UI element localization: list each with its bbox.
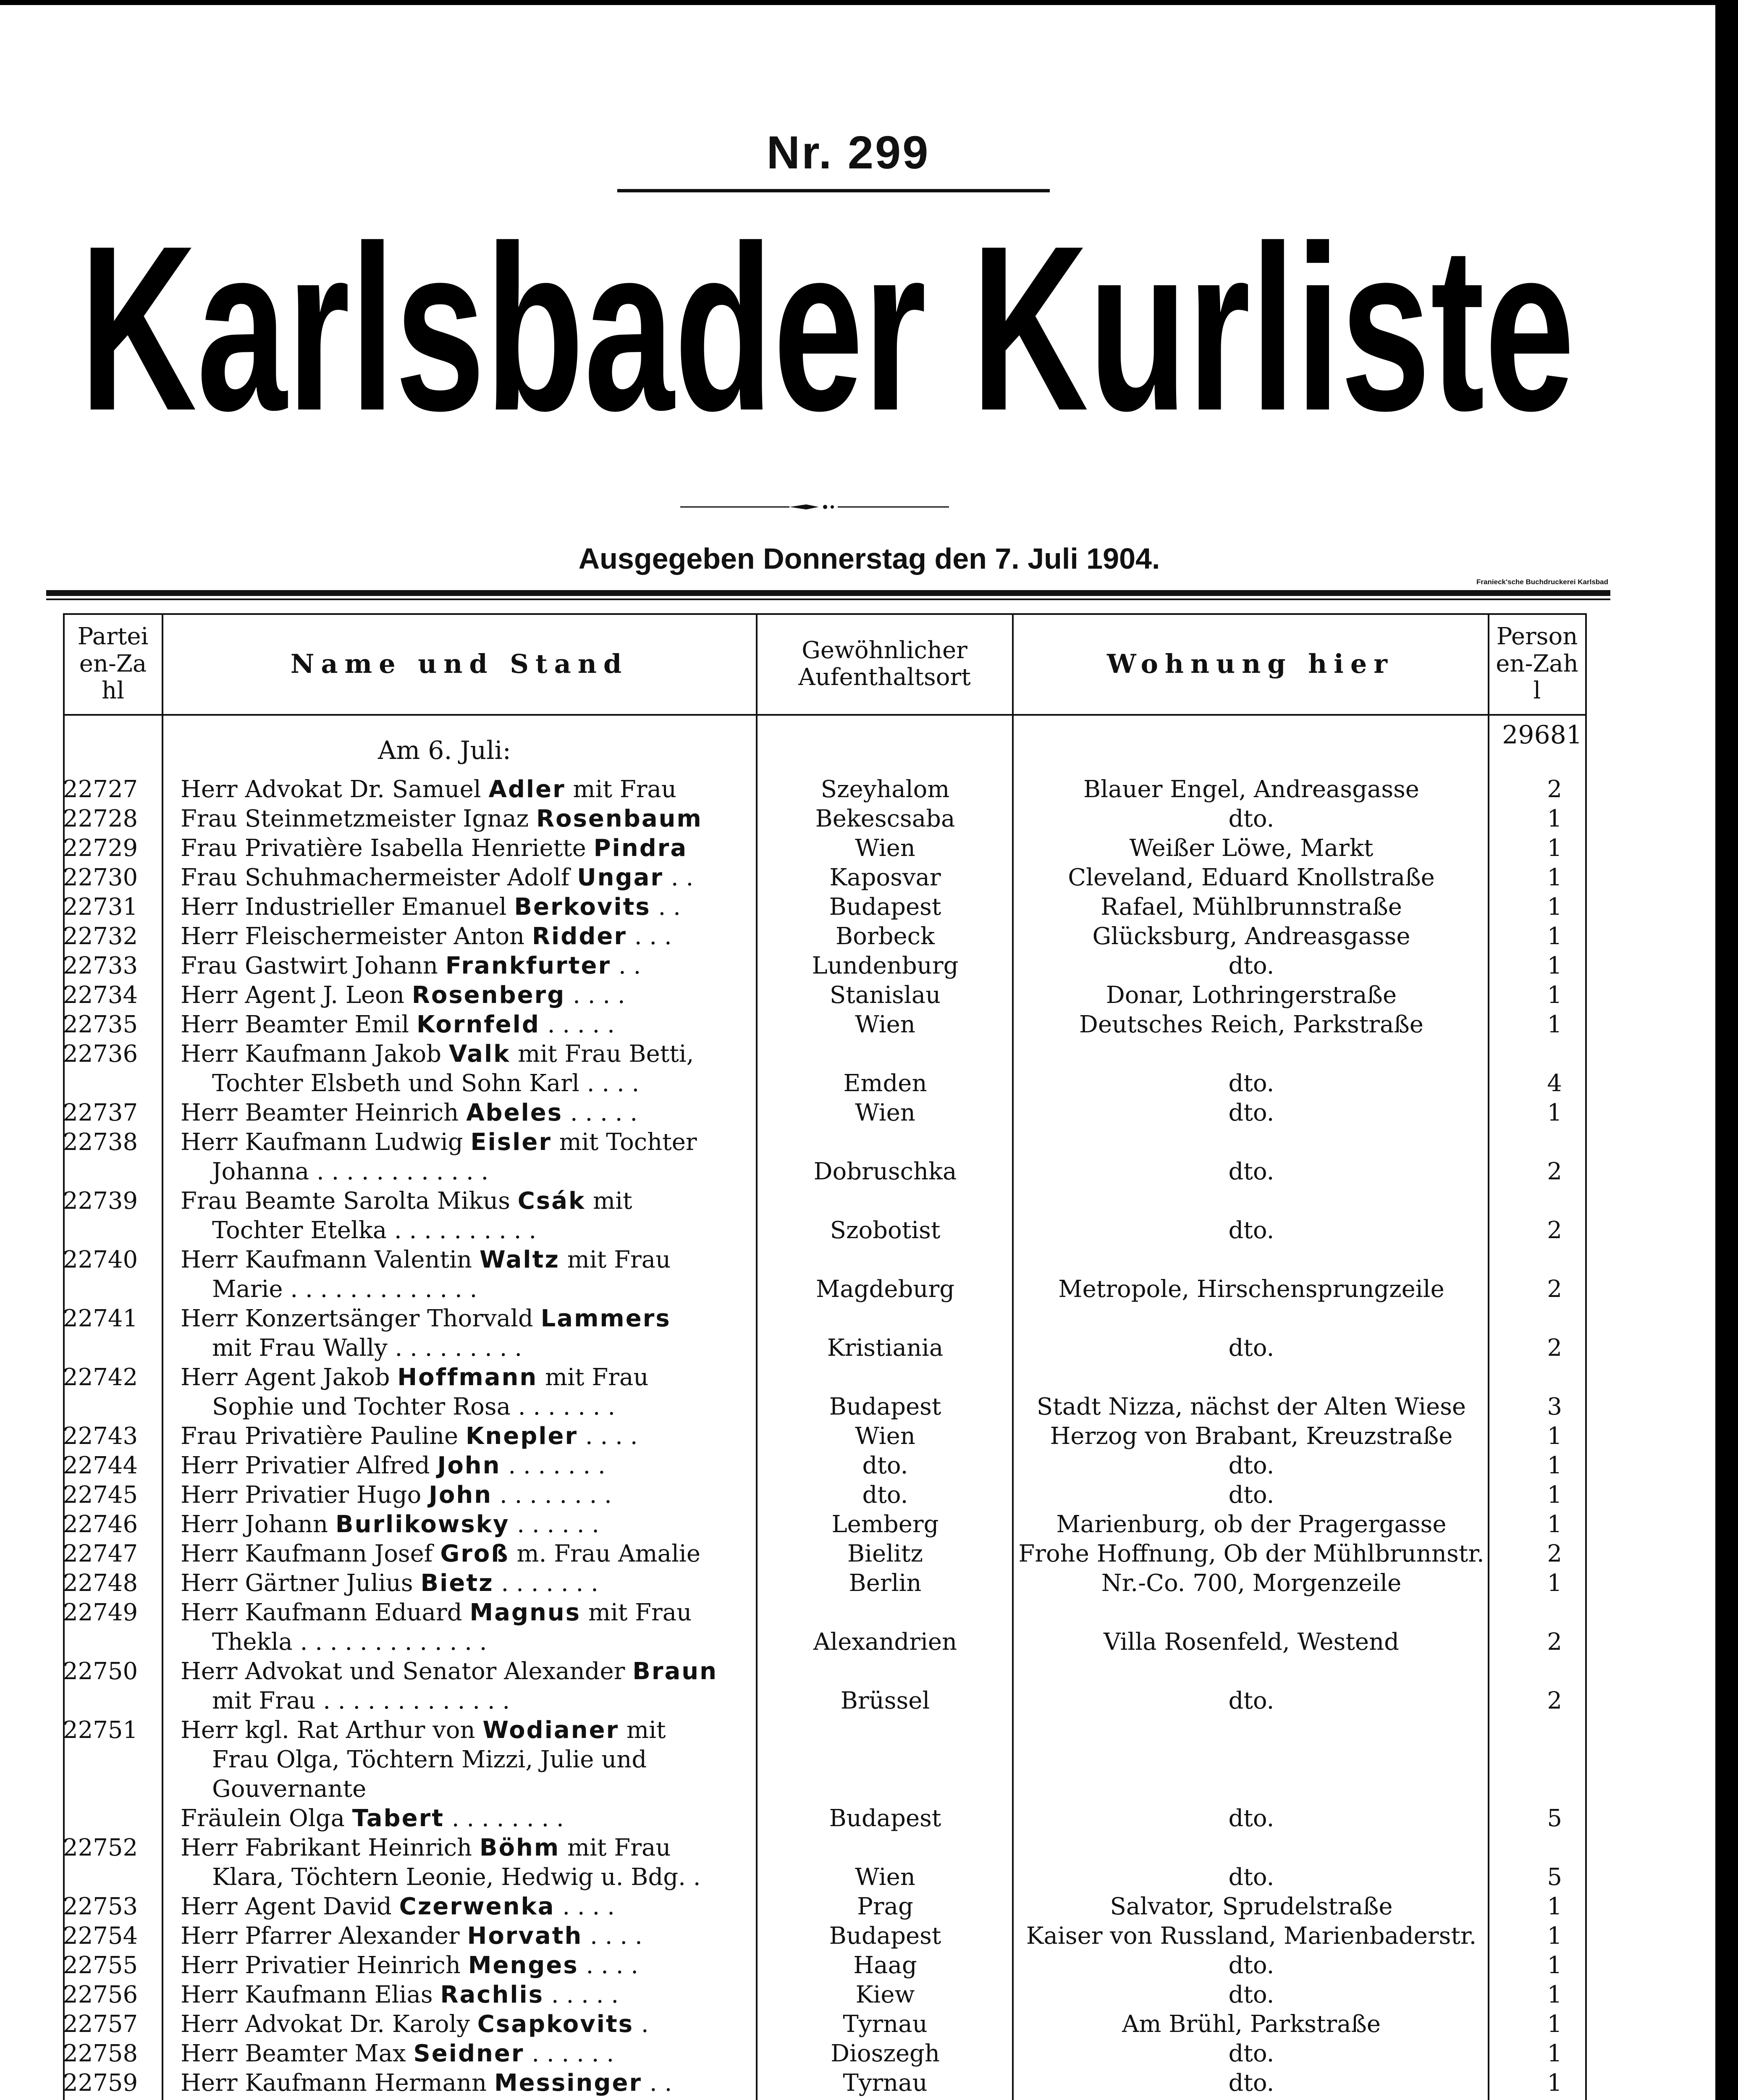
entry-number: 22752 xyxy=(63,1834,138,1861)
entry-surname: Rachlis xyxy=(440,1981,544,2008)
entry-lodging: Rafael, Mühlbrunnstraße xyxy=(1101,893,1402,921)
entry-person-count: 1 xyxy=(1547,923,1562,950)
entry-name-suffix: . . xyxy=(658,893,681,921)
entry-title: Frau Privatière Pauline xyxy=(181,1423,459,1450)
entry-name xyxy=(181,1304,743,1334)
entry-title: Herr Beamter Max xyxy=(181,2040,406,2067)
entry-name-suffix: . . xyxy=(649,2069,672,2097)
entry-person-count: 1 xyxy=(1547,835,1562,862)
entry-person-count: 5 xyxy=(1547,1805,1562,1832)
entry-person-count: 1 xyxy=(1547,952,1562,979)
entry-residence: Emden xyxy=(843,1070,927,1097)
entry-lodging: Weißer Löwe, Markt xyxy=(1129,835,1374,862)
entry-name-suffix: . . . . xyxy=(586,1952,639,1979)
entry-name-continuation: Frau Olga, Töchtern Mizzi, Julie und xyxy=(212,1746,647,1773)
entry-person-count: 3 xyxy=(1547,1393,1562,1420)
entry-title: Herr Kaufmann Jakob xyxy=(181,1040,442,1068)
entry-surname: Wodianer xyxy=(482,1717,619,1744)
header-party-count: Parteien-Zahl xyxy=(77,623,149,705)
entry-title: Herr Kaufmann Elias xyxy=(181,1981,433,2008)
entry-number: 22758 xyxy=(63,2040,138,2067)
entry-residence: Budapest xyxy=(829,893,941,921)
entry-title: Herr Kaufmann Ludwig xyxy=(181,1129,463,1156)
entry-title: Herr Kaufmann Valentin xyxy=(181,1246,472,1273)
entry-name-suffix: . . . . xyxy=(585,1423,638,1450)
entry-name-suffix: . . . . xyxy=(590,1922,642,1950)
entry-surname: Ungar xyxy=(577,864,664,891)
entry-number: 22746 xyxy=(63,1511,138,1538)
entry-surname: Berkovits xyxy=(514,893,651,921)
entry-name xyxy=(181,1186,743,1216)
entry-title: Herr Agent Jakob xyxy=(181,1364,390,1391)
entry-number: 22739 xyxy=(63,1187,138,1215)
entry-name xyxy=(181,1480,743,1510)
entry-lodging: Herzog von Brabant, Kreuzstraße xyxy=(1050,1423,1453,1450)
entry-number: 22740 xyxy=(63,1246,138,1273)
entry-residence: Tyrnau xyxy=(843,2069,928,2097)
entry-lodging: dto. xyxy=(1228,1864,1274,1891)
entry-lodging: Blauer Engel, Andreasgasse xyxy=(1083,776,1419,803)
entry-lodging: Deutsches Reich, Parkstraße xyxy=(1079,1011,1423,1038)
entry-name-suffix: mit Frau xyxy=(573,776,676,803)
entry-surname: Rosenberg xyxy=(412,982,566,1009)
col-border-address xyxy=(1488,613,1489,2100)
entry-name xyxy=(181,775,743,804)
entry-title: Herr Advokat Dr. Samuel xyxy=(181,776,481,803)
entry-number: 22734 xyxy=(63,982,138,1009)
entry-number: 22728 xyxy=(63,805,138,832)
entry-lodging: dto. xyxy=(1228,1981,1274,2008)
entry-name-suffix: . . . . . . . xyxy=(508,1452,606,1479)
entry-lodging: dto. xyxy=(1228,2069,1274,2097)
entry-number: 22727 xyxy=(63,776,138,803)
entry-name xyxy=(181,1098,743,1128)
entry-name xyxy=(181,1716,743,1745)
entry-residence: Wien xyxy=(855,835,915,862)
entry-name-continuation: Tochter Elsbeth und Sohn Karl . . . . xyxy=(212,1070,640,1097)
entry-surname: Hoffmann xyxy=(397,1364,538,1391)
entry-person-count: 1 xyxy=(1547,1570,1562,1597)
header-name-and-status: Name und Stand xyxy=(290,648,629,680)
entry-surname: Bietz xyxy=(420,1570,494,1597)
entry-name xyxy=(181,1539,743,1569)
entry-lodging: Salvator, Sprudelstraße xyxy=(1110,1893,1393,1920)
scan-edge-right xyxy=(1715,0,1738,2100)
entry-surname: Kornfeld xyxy=(416,1011,540,1038)
entry-name xyxy=(181,1510,743,1539)
entry-name-suffix: mit Frau Betti, xyxy=(518,1040,694,1068)
entry-residence: Lundenburg xyxy=(812,952,959,979)
entry-lodging: dto. xyxy=(1228,1334,1274,1362)
entry-lodging: Glücksburg, Andreasgasse xyxy=(1092,923,1410,950)
entry-title: Herr Privatier Hugo xyxy=(181,1481,422,1509)
entry-name xyxy=(181,1451,743,1480)
entry-number: 22741 xyxy=(63,1305,138,1332)
entry-person-count: 1 xyxy=(1547,2040,1562,2067)
entry-residence: Budapest xyxy=(829,1805,941,1832)
col-border-right xyxy=(1585,613,1587,2100)
entry-name-continuation: mit Frau Wally . . . . . . . . . xyxy=(212,1334,522,1362)
entry-person-count: 1 xyxy=(1547,2011,1562,2038)
entry-title: Herr Pfarrer Alexander xyxy=(181,1922,460,1950)
entry-number: 22737 xyxy=(63,1099,138,1126)
entry-title: Frau Privatière Isabella Henriette xyxy=(181,835,586,862)
entry-number: 22729 xyxy=(63,835,138,862)
entry-name-suffix: . . . . . xyxy=(570,1099,638,1126)
entry-surname: Tabert xyxy=(352,1805,445,1832)
entry-surname: Adler xyxy=(488,776,566,803)
entry-person-count: 1 xyxy=(1547,1099,1562,1126)
entry-title: Frau Beamte Sarolta Mikus xyxy=(181,1187,510,1215)
entry-name xyxy=(181,981,743,1010)
printer-imprint: Franieck'sche Buchdruckerei Karlsbad xyxy=(1476,578,1608,586)
entry-name xyxy=(181,2039,743,2068)
entry-title: Herr Beamter Emil xyxy=(181,1011,409,1038)
entry-residence: Szeyhalom xyxy=(821,776,950,803)
entry-name-suffix: mit Tochter xyxy=(559,1129,697,1156)
entry-name-suffix: . . . . . . . . xyxy=(499,1481,612,1509)
col-border-place xyxy=(1012,613,1014,2100)
entry-residence: Borbeck xyxy=(836,923,935,950)
entry-number: 22749 xyxy=(63,1599,138,1626)
entry-number: 22745 xyxy=(63,1481,138,1509)
entry-name xyxy=(181,2068,743,2098)
entry-lodging: dto. xyxy=(1228,1158,1274,1185)
entry-surname: Horvath xyxy=(467,1922,583,1950)
entry-person-count: 1 xyxy=(1547,1011,1562,1038)
entry-lodging: Donar, Lothringerstraße xyxy=(1106,982,1397,1009)
entry-surname: Groß xyxy=(440,1540,509,1567)
entry-number: 22757 xyxy=(63,2011,138,2038)
entry-surname: Pindra xyxy=(593,835,688,862)
entry-name-suffix: . . . . . . . xyxy=(501,1570,598,1597)
entry-name xyxy=(181,1363,743,1392)
entry-title: Fräulein Olga xyxy=(181,1805,345,1832)
entry-name-suffix: m. Frau Amalie xyxy=(516,1540,700,1567)
entry-person-count: 2 xyxy=(1547,1217,1562,1244)
entry-name-suffix: . . . xyxy=(634,923,672,950)
col-border-name xyxy=(756,613,758,2100)
entry-residence: Wien xyxy=(855,1099,915,1126)
entry-lodging: dto. xyxy=(1228,2040,1274,2067)
entry-number: 22759 xyxy=(63,2069,138,2097)
entry-person-count: 1 xyxy=(1547,1511,1562,1538)
entry-person-count: 2 xyxy=(1547,1276,1562,1303)
entry-residence: Berlin xyxy=(849,1570,922,1597)
entry-lodging: dto. xyxy=(1228,1099,1274,1126)
entry-name-continuation: Klara, Töchtern Leonie, Hedwig u. Bdg. . xyxy=(212,1864,701,1891)
entry-number: 22743 xyxy=(63,1423,138,1450)
issue-number-rule xyxy=(617,189,1050,192)
entry-person-count: 1 xyxy=(1547,1922,1562,1950)
entry-residence: Wien xyxy=(855,1864,915,1891)
header-lodging-here: Wohnung hier xyxy=(1107,648,1394,680)
entry-lodging: Villa Rosenfeld, Westend xyxy=(1104,1628,1399,1656)
entry-surname: Menges xyxy=(468,1952,579,1979)
entry-residence: Dobruschka xyxy=(813,1158,957,1185)
entry-name xyxy=(181,1980,743,2010)
entry-name-suffix: . . . . xyxy=(562,1893,615,1920)
entry-person-count: 1 xyxy=(1547,1452,1562,1479)
entry-name-suffix: . . . . . xyxy=(547,1011,615,1038)
entry-residence: Prag xyxy=(857,1893,913,1920)
entry-person-count: 1 xyxy=(1547,2069,1562,2097)
entry-title: Herr Kaufmann Hermann xyxy=(181,2069,487,2097)
entry-surname: Ridder xyxy=(532,923,627,950)
entry-lodging: Kaiser von Russland, Marienbaderstr. xyxy=(1026,1922,1477,1950)
entry-number: 22755 xyxy=(63,1952,138,1979)
header-rule-thin xyxy=(46,598,1610,600)
entry-surname: Rosenbaum xyxy=(536,805,703,832)
issue-date-line: Ausgegeben Donnerstag den 7. Juli 1904. xyxy=(578,542,1160,575)
entry-person-count: 5 xyxy=(1547,1864,1562,1891)
entry-name xyxy=(181,1598,743,1628)
entry-name-suffix: mit Frau xyxy=(588,1599,692,1626)
entry-surname: Knepler xyxy=(465,1423,578,1450)
entry-name-continuation: mit Frau . . . . . . . . . . . . . xyxy=(212,1687,510,1714)
entry-title: Herr Fabrikant Heinrich xyxy=(181,1834,472,1861)
entry-residence: Budapest xyxy=(829,1393,941,1420)
entry-person-count: 1 xyxy=(1547,864,1562,891)
entry-name xyxy=(181,1569,743,1598)
entry-name-suffix: . . . . xyxy=(573,982,625,1009)
entry-name xyxy=(181,804,743,834)
entry-person-count: 2 xyxy=(1547,1334,1562,1362)
entry-name xyxy=(181,1951,743,1980)
entry-name-suffix: . xyxy=(641,2011,649,2038)
entry-person-count: 1 xyxy=(1547,1423,1562,1450)
entry-person-count: 1 xyxy=(1547,1981,1562,2008)
scan-edge-top xyxy=(0,0,1738,5)
entry-residence: Dioszegh xyxy=(831,2040,940,2067)
entry-surname: Magnus xyxy=(469,1599,581,1626)
entry-name xyxy=(181,1833,743,1863)
entry-residence: Wien xyxy=(855,1423,915,1450)
entry-residence: dto. xyxy=(862,1452,908,1479)
header-rule-thick xyxy=(46,590,1610,596)
entry-lodging: dto. xyxy=(1228,805,1274,832)
table-header-bottom-line xyxy=(63,714,1585,716)
running-total-start: 29681 xyxy=(1502,720,1582,750)
entry-name-suffix: mit Frau xyxy=(567,1246,671,1273)
entry-surname: Seidner xyxy=(413,2040,524,2067)
entry-name xyxy=(181,1128,743,1157)
entry-number: 22754 xyxy=(63,1922,138,1950)
entry-person-count: 2 xyxy=(1547,1158,1562,1185)
entry-person-count: 2 xyxy=(1547,1687,1562,1714)
entry-surname: John xyxy=(437,1452,501,1479)
entry-lodging: dto. xyxy=(1228,952,1274,979)
masthead xyxy=(50,218,1604,437)
entry-number: 22738 xyxy=(63,1129,138,1156)
entry-name-continuation: Sophie und Tochter Rosa . . . . . . . xyxy=(212,1393,616,1420)
entry-name xyxy=(181,863,743,892)
entry-name-continuation: Gouvernante xyxy=(212,1775,367,1803)
entry-name-continuation: Thekla . . . . . . . . . . . . . xyxy=(212,1628,487,1656)
entry-person-count: 2 xyxy=(1547,1628,1562,1656)
entry-number: 22753 xyxy=(63,1893,138,1920)
entry-surname: Lammers xyxy=(540,1305,671,1332)
entry-surname: Czerwenka xyxy=(399,1893,555,1920)
entry-name xyxy=(181,1422,743,1451)
entry-name-suffix: . . . . . . xyxy=(532,2040,614,2067)
entry-residence: Bielitz xyxy=(847,1540,923,1567)
entry-lodging: Metropole, Hirschensprungzeile xyxy=(1058,1276,1444,1303)
entry-number: 22751 xyxy=(63,1717,138,1744)
entry-surname: Burlikowsky xyxy=(335,1511,510,1538)
entry-name xyxy=(181,1922,743,1951)
entry-lodging: dto. xyxy=(1228,1481,1274,1509)
entry-title: Herr Fleischermeister Anton xyxy=(181,923,525,950)
entry-name-suffix: . . . . . . . . xyxy=(451,1805,564,1832)
entry-person-count: 1 xyxy=(1547,1893,1562,1920)
entry-number: 22744 xyxy=(63,1452,138,1479)
entry-lodging: dto. xyxy=(1228,1952,1274,1979)
entry-name xyxy=(181,1804,743,1833)
entry-lodging: dto. xyxy=(1228,1070,1274,1097)
table-top-line xyxy=(63,613,1585,615)
entry-person-count: 1 xyxy=(1547,893,1562,921)
section-date: Am 6. Juli: xyxy=(378,736,511,765)
entry-name xyxy=(181,2010,743,2039)
entry-surname: Abeles xyxy=(466,1099,563,1126)
header-person-count: Personen-Zahl xyxy=(1496,623,1578,705)
entry-surname: John xyxy=(429,1481,493,1509)
entry-number: 22747 xyxy=(63,1540,138,1567)
entry-number: 22736 xyxy=(63,1040,138,1068)
entry-number: 22750 xyxy=(63,1658,138,1685)
entry-name-suffix: . . xyxy=(671,864,694,891)
entry-title: Frau Schuhmachermeister Adolf xyxy=(181,864,570,891)
entry-residence: Magdeburg xyxy=(815,1276,955,1303)
entry-person-count: 1 xyxy=(1547,1952,1562,1979)
entry-title: Herr Privatier Alfred xyxy=(181,1452,430,1479)
entry-residence: Brüssel xyxy=(840,1687,930,1714)
entry-residence: Kaposvar xyxy=(829,864,941,891)
entry-name-continuation: Johanna . . . . . . . . . . . . xyxy=(212,1158,489,1185)
entry-residence: Kristiania xyxy=(827,1334,944,1362)
entry-name-suffix: mit xyxy=(593,1187,632,1215)
entry-name-suffix: . . . . . xyxy=(551,1981,619,2008)
entry-residence: Alexandrien xyxy=(813,1628,957,1656)
entry-lodging: dto. xyxy=(1228,1452,1274,1479)
entry-title: Herr Kaufmann Eduard xyxy=(181,1599,462,1626)
header-usual-residence: Gewöhnlicher Aufenthaltsort xyxy=(798,636,971,691)
entry-number: 22748 xyxy=(63,1570,138,1597)
entry-lodging: dto. xyxy=(1228,1805,1274,1832)
entry-lodging: dto. xyxy=(1228,1217,1274,1244)
entry-title: Frau Gastwirt Johann xyxy=(181,952,438,979)
entry-lodging: Am Brühl, Parkstraße xyxy=(1122,2011,1381,2038)
entry-title: Herr Beamter Heinrich xyxy=(181,1099,459,1126)
entry-name-continuation: Tochter Etelka . . . . . . . . . . xyxy=(212,1217,537,1244)
entry-residence: Lemberg xyxy=(831,1511,939,1538)
entry-name xyxy=(181,892,743,922)
entry-residence: Stanislau xyxy=(829,982,941,1009)
entry-name-suffix: . . . . . . xyxy=(517,1511,600,1538)
entry-number: 22735 xyxy=(63,1011,138,1038)
entry-person-count: 4 xyxy=(1547,1070,1562,1097)
entry-name xyxy=(181,1245,743,1275)
entry-title: Herr kgl. Rat Arthur von xyxy=(181,1717,475,1744)
entry-name xyxy=(181,1892,743,1922)
entry-residence: dto. xyxy=(862,1481,908,1509)
entry-person-count: 2 xyxy=(1547,1540,1562,1567)
entry-title: Herr Advokat und Senator Alexander xyxy=(181,1658,625,1685)
entry-surname: Frankfurter xyxy=(445,952,611,979)
entry-number: 22731 xyxy=(63,893,138,921)
entry-surname: Böhm xyxy=(479,1834,560,1861)
ornament-rule xyxy=(680,502,949,512)
entry-title: Herr Konzertsänger Thorvald xyxy=(181,1305,533,1332)
entry-residence: Tyrnau xyxy=(843,2011,928,2038)
entry-title: Herr Privatier Heinrich xyxy=(181,1952,461,1979)
entry-person-count: 1 xyxy=(1547,982,1562,1009)
entry-title: Herr Kaufmann Josef xyxy=(181,1540,433,1567)
entry-lodging: dto. xyxy=(1228,1687,1274,1714)
issue-number: Nr. 299 xyxy=(766,127,930,178)
entry-number: 22742 xyxy=(63,1364,138,1391)
entry-name xyxy=(181,834,743,863)
entry-person-count: 1 xyxy=(1547,1481,1562,1509)
entry-name xyxy=(181,1040,743,1069)
entry-surname: Valk xyxy=(448,1040,511,1068)
entry-title: Herr Agent David xyxy=(181,1893,392,1920)
entry-lodging: Stadt Nizza, nächst der Alten Wiese xyxy=(1036,1393,1466,1420)
entry-title: Herr Industrieller Emanuel xyxy=(181,893,507,921)
entry-name-suffix: mit xyxy=(627,1717,666,1744)
entry-name-suffix: mit Frau xyxy=(567,1834,671,1861)
entry-residence: Szobotist xyxy=(830,1217,941,1244)
masthead-title: Karlsbader Kurliste xyxy=(80,218,1575,437)
entry-name-suffix: . . xyxy=(618,952,641,979)
entry-person-count: 1 xyxy=(1547,805,1562,832)
entry-name-continuation: Marie . . . . . . . . . . . . . xyxy=(212,1276,477,1303)
entry-lodging: Frohe Hoffnung, Ob der Mühlbrunnstr. xyxy=(1018,1540,1484,1567)
entry-number: 22730 xyxy=(63,864,138,891)
entry-surname: Messinger xyxy=(494,2069,642,2097)
entry-surname: Waltz xyxy=(479,1246,560,1273)
entry-title: Herr Advokat Dr. Karoly xyxy=(181,2011,470,2038)
entry-residence: Haag xyxy=(853,1952,917,1979)
entry-number: 22733 xyxy=(63,952,138,979)
entry-title: Frau Steinmetzmeister Ignaz xyxy=(181,805,529,832)
entry-surname: Csák xyxy=(517,1187,586,1215)
entry-title: Herr Agent J. Leon xyxy=(181,982,404,1009)
entry-person-count: 2 xyxy=(1547,776,1562,803)
entry-number: 22732 xyxy=(63,923,138,950)
entry-name xyxy=(181,1657,743,1686)
entry-name xyxy=(181,1010,743,1040)
entry-lodging: Nr.-Co. 700, Morgenzeile xyxy=(1101,1570,1402,1597)
entry-lodging: Marienburg, ob der Pragergasse xyxy=(1056,1511,1447,1538)
entry-residence: Budapest xyxy=(829,1922,941,1950)
entry-surname: Csapkovits xyxy=(477,2011,634,2038)
entry-lodging: Cleveland, Eduard Knollstraße xyxy=(1068,864,1435,891)
entry-residence: Kiew xyxy=(855,1981,915,2008)
entry-residence: Bekescsaba xyxy=(815,805,955,832)
entry-title: Herr Gärtner Julius xyxy=(181,1570,413,1597)
entry-surname: Eisler xyxy=(470,1129,552,1156)
entry-surname: Braun xyxy=(632,1658,718,1685)
entry-name xyxy=(181,922,743,951)
entry-number: 22756 xyxy=(63,1981,138,2008)
entry-title: Herr Johann xyxy=(181,1511,328,1538)
entry-residence: Wien xyxy=(855,1011,915,1038)
entry-name xyxy=(181,951,743,981)
entry-name-suffix: mit Frau xyxy=(545,1364,649,1391)
